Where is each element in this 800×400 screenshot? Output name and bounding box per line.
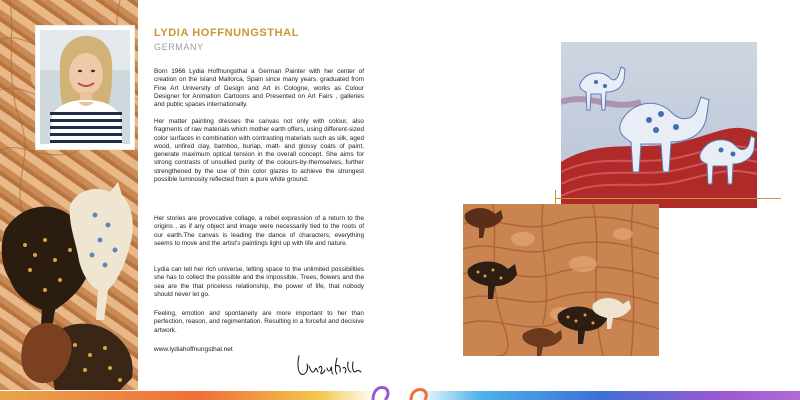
bio-paragraph-5: Feeling, emotion and spontaneity are more important to her than perfection, reason, and regimentation. Resulting in a forceful and decisive artwork. (154, 310, 364, 334)
bottom-logo-icon (365, 382, 435, 400)
bio-paragraph-3: Her stories are provocative collage, a rebel expression of a return to the origins , as if any object and image were necessarily tied to the roots of our earth.The canvas is leading the dance of characters; everything seems to move and the artist's paintings light up with life and nature. (154, 215, 364, 247)
artist-portrait (40, 30, 130, 144)
portrait-corner-line (28, 148, 36, 149)
corner-line-vertical (555, 190, 556, 207)
artist-photo-illustration (40, 30, 130, 144)
camel-painting-illustration (561, 42, 757, 208)
horses-on-earth-painting (463, 204, 659, 356)
portrait-frame (36, 26, 134, 149)
artist-signature (295, 350, 365, 380)
bio-paragraph-1: Born 1966 Lydia Hoffnungsthal a German Painter with her center of creation on the island Mallorca, Spain since many years. graduated from Fine Art University of Design and Art in Cologne, works as Colour Designer for Animation Cartoons and Presented on Art Fairs , galleries and public spaces internationally. (154, 68, 364, 109)
artist-name: LYDIA HOFFNUNGSTHAL (154, 27, 300, 39)
bio-paragraph-2: Her matter painting dresses the canvas not only with colour, also fragments of raw materials which mother earth offers, using different-sized color surfaces in combination with contrasting materials such as silk, aged wood, unfired clay, bamboo, burlap, matt- and glossy coats of paint, generate maximum optical tension in the overall concept. She aims for strong contrasts of unsullied purity of the colours-by-themselves, further strengthened by the use of thin color glazes to achieve the strongest possible luminosity reflected from a pure white ground. (154, 118, 364, 184)
horses-painting-illustration (463, 204, 659, 356)
bio-paragraph-4: Lydia can tell her rich universe, letting space to the unlimited possibilities she has to collect the possible and the impossible. Trees, flowers and the sea are the that priceless relationship, the power of life, that nobody should never let go. (154, 266, 364, 298)
artist-country: GERMANY (154, 42, 204, 52)
website-link[interactable]: www.lydiahoffnungsthal.net (154, 346, 233, 353)
camel-painting (561, 42, 757, 208)
corner-line-horizontal (555, 198, 781, 199)
